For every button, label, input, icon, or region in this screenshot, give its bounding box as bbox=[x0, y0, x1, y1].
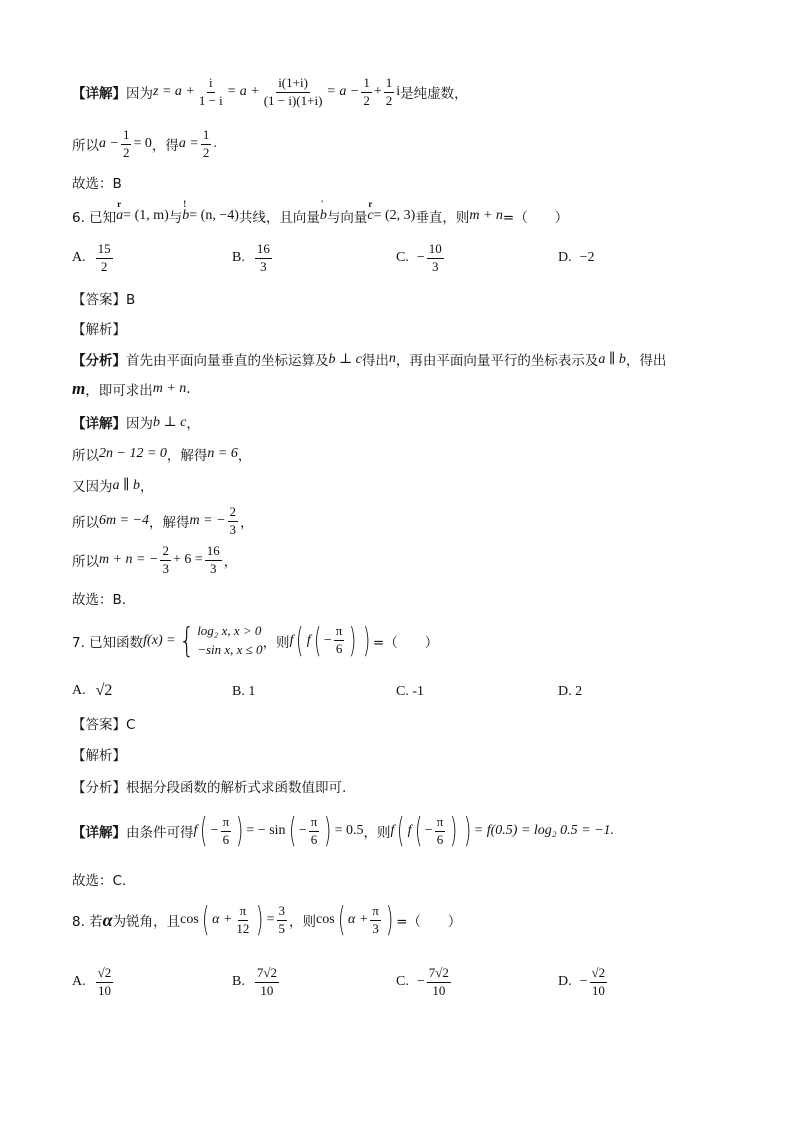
eq-part: = (n, −4) bbox=[189, 208, 239, 223]
minus: − bbox=[323, 632, 332, 648]
formula: 2n − 12 = 0 bbox=[99, 446, 167, 461]
vector-b: ! b bbox=[182, 199, 190, 223]
eq-part: = (1, m) bbox=[123, 208, 169, 223]
blank-paren: =（ ） bbox=[396, 914, 462, 930]
fenxi-tag: 【分析】 bbox=[72, 353, 126, 369]
q6-option-b: B. $\frac{16}{3}$ bbox=[232, 241, 270, 274]
alpha: α bbox=[102, 909, 113, 930]
fraction: $\frac{\pi}{6}$ bbox=[222, 813, 230, 847]
fenxi-text: ，再由平面向量平行的坐标表示及 bbox=[395, 353, 599, 369]
so-text: 所以 bbox=[72, 515, 99, 532]
stem-text: 8. 若 bbox=[72, 914, 103, 930]
q5-so-line bbox=[72, 128, 217, 161]
formula: m + n = − bbox=[99, 552, 159, 568]
q5-answer-line: 故选：B bbox=[72, 176, 122, 192]
fraction: $\frac{\pi}{3}$ bbox=[372, 902, 379, 936]
q8-option-b: B. $\frac{7√2}{10}$ bbox=[232, 965, 277, 998]
formula: = − sin bbox=[246, 823, 286, 838]
q6-option-a: A. $\frac{15}{2}$ bbox=[72, 241, 111, 274]
q6-step-line bbox=[72, 444, 251, 464]
q7-option-b: B. 1 bbox=[232, 684, 256, 699]
q7-option-c: C. -1 bbox=[396, 684, 424, 699]
q7-analysis: 【解析】 bbox=[72, 748, 126, 764]
fraction: $\frac{2}{3}$ bbox=[162, 543, 169, 576]
vector-c: r c bbox=[367, 199, 374, 223]
formula: f bbox=[407, 823, 412, 838]
fraction: $\frac{16}{3}$ bbox=[206, 543, 220, 576]
q7-answer: 【答案】C bbox=[72, 717, 136, 733]
stem-text: 共线，且向量 bbox=[238, 210, 320, 226]
solve-text: ，解得 bbox=[149, 515, 190, 532]
q6-fenxi-line2 bbox=[72, 379, 191, 399]
formula: n = 6 bbox=[207, 446, 238, 461]
so-text: 所以 bbox=[72, 554, 99, 571]
comma: ， bbox=[223, 554, 238, 571]
fraction: $\frac{3}{5}$ bbox=[278, 902, 286, 936]
vector-b: ' b bbox=[319, 199, 327, 223]
formula: α + bbox=[347, 912, 369, 927]
q7-detail-line: 【详解】 由条件可得 f ( − $\frac{\pi}{6}$ ) = − sin ( − $\frac{\pi}{6}$ ) = 0.5 ，则 f ( f ( − $\frac{\pi}{6}$ ) ) = f(0.5) = log₂ 0.5 = −1. bbox=[72, 811, 615, 851]
eq-part: = (2, 3) bbox=[373, 208, 416, 223]
fenxi-text: 首先由平面向量垂直的坐标运算及 bbox=[126, 353, 329, 369]
formula: f bbox=[193, 823, 198, 838]
fraction: $\frac{\pi}{12}$ bbox=[236, 902, 250, 936]
q6-step-line bbox=[72, 544, 237, 577]
detail-text: 由条件可得 bbox=[126, 825, 194, 841]
q6-detail-line bbox=[72, 412, 200, 432]
blank-paren: =（ ） bbox=[502, 210, 569, 226]
cos-func: cos bbox=[316, 912, 335, 927]
formula: 6m = −4 bbox=[99, 513, 150, 529]
cos-func: cos bbox=[180, 912, 199, 927]
q8-stem: 8. 若 α 为锐角，且 cos ( α + $\frac{\pi}{12}$ ) = $\frac{3}{5}$ ，则 cos ( α + $\frac{\pi}{3}$ ) =（ ） bbox=[72, 900, 462, 940]
formula: m + n bbox=[152, 381, 187, 396]
plus-sign: + bbox=[373, 84, 382, 100]
formula: m = − bbox=[189, 513, 226, 529]
formula: α + bbox=[212, 912, 233, 927]
fraction: $\frac{1}{2}$ bbox=[202, 127, 210, 160]
stem-text: 为锐角，且 bbox=[112, 914, 181, 930]
comma: ， bbox=[240, 515, 254, 532]
eq-part: = 0 bbox=[133, 136, 152, 152]
formula: f(x) = bbox=[143, 632, 176, 648]
fraction: $\frac{1}{2}$ bbox=[363, 75, 370, 108]
imag-unit: i bbox=[396, 84, 401, 100]
fenxi-text: 得出 bbox=[361, 353, 389, 369]
get-text: ，得 bbox=[151, 138, 179, 155]
q6-analysis: 【解析】 bbox=[72, 322, 126, 338]
detail-text: 因为 bbox=[126, 416, 153, 432]
q7-option-d: D. 2 bbox=[558, 684, 583, 699]
fraction: $\frac{\pi}{6}$ bbox=[310, 813, 318, 847]
so-text: 所以 bbox=[72, 138, 99, 155]
q8-option-c: C. − $\frac{7√2}{10}$ bbox=[396, 965, 449, 998]
detail-tag: 【详解】 bbox=[72, 416, 126, 432]
q6-answer-line: 故选：B. bbox=[72, 592, 127, 608]
then-text: ，则 bbox=[363, 825, 391, 841]
fraction: $\frac{1}{2}$ bbox=[122, 127, 130, 160]
eq-part: a − bbox=[99, 136, 119, 152]
stem-text: 7. 已知函数 bbox=[72, 634, 144, 651]
stem-text: 与向量 bbox=[326, 210, 368, 226]
formula: b ⊥ c bbox=[153, 414, 187, 430]
then-text: ，则 bbox=[289, 914, 317, 930]
period: . bbox=[213, 136, 217, 152]
equals: = bbox=[266, 912, 275, 927]
formula: b ⊥ c bbox=[328, 351, 362, 367]
q6-step-line bbox=[72, 505, 254, 538]
formula: = f(0.5) = log₂ 0.5 = −1. bbox=[473, 823, 615, 838]
because-text: 因为 bbox=[126, 86, 153, 103]
eq-part: z = a + bbox=[153, 84, 195, 100]
formula: f bbox=[390, 823, 395, 838]
q6-step-line bbox=[72, 475, 153, 495]
q7-stem: 7. 已知函数 f(x) = { log₂ x, x > 0 −sin x, x ≤ 0 ，则 f ( f ( − $\frac{\pi}{6}$ ) ) =（ ） bbox=[72, 620, 439, 661]
vector-a: r a bbox=[116, 199, 124, 223]
stem-text: 6. 已知 bbox=[72, 210, 117, 226]
q5-detail-line bbox=[72, 76, 468, 109]
then-text: ，则 bbox=[262, 634, 290, 651]
fenxi-text: ，得出 bbox=[625, 353, 667, 369]
detail-tag: 【详解】 bbox=[72, 825, 126, 841]
formula: f bbox=[306, 632, 311, 648]
fraction: $\frac{\pi}{6}$ bbox=[335, 623, 343, 657]
fenxi-text: . bbox=[186, 381, 191, 397]
q7-option-a: A. √2 bbox=[72, 682, 113, 699]
solve-text: ，解得 bbox=[166, 448, 208, 464]
fraction: $\frac{2}{3}$ bbox=[229, 504, 237, 537]
eq-part: = a − bbox=[326, 84, 360, 100]
eq-part: m + n bbox=[469, 208, 503, 223]
var-n: n bbox=[388, 351, 396, 366]
also-text: 又因为 bbox=[72, 479, 113, 495]
blank-paren: =（ ） bbox=[372, 634, 439, 651]
stem-text: 垂直，则 bbox=[415, 210, 470, 226]
q8-option-d: D. − $\frac{√2}{10}$ bbox=[558, 965, 606, 998]
left-brace: { bbox=[178, 620, 194, 661]
q6-option-d: D. −2 bbox=[558, 250, 595, 265]
q7-fenxi: 【分析】根据分段函数的解析式求函数值即可. bbox=[72, 780, 347, 796]
formula: f bbox=[289, 632, 294, 648]
q6-fenxi-line1 bbox=[72, 349, 666, 369]
var-m: m bbox=[72, 379, 86, 398]
fraction: $\frac{i(1+i)}{(1 - i)(1+i)}$ bbox=[263, 75, 323, 108]
piecewise-cases: log₂ x, x > 0 −sin x, x ≤ 0 bbox=[197, 623, 263, 657]
eq-part: = a + bbox=[226, 84, 260, 100]
q8-option-a: A. $\frac{√2}{10}$ bbox=[72, 965, 112, 998]
q6-answer: 【答案】B bbox=[72, 292, 136, 308]
fraction: $\frac{1}{2}$ bbox=[385, 75, 393, 108]
with-text: 与 bbox=[168, 210, 183, 226]
fraction: $\frac{\pi}{6}$ bbox=[436, 813, 444, 847]
comma: ， bbox=[237, 448, 252, 464]
pure-imag-text: 是纯虚数， bbox=[400, 86, 468, 103]
q6-option-c: C. − $\frac{10}{3}$ bbox=[396, 241, 442, 274]
fraction: $\frac{i}{1 - i}$ bbox=[198, 75, 223, 108]
formula: a ∥ b bbox=[598, 351, 626, 367]
q6-stem bbox=[72, 199, 569, 226]
fenxi-text: ，即可求出 bbox=[85, 383, 153, 399]
detail-text: ， bbox=[186, 416, 200, 432]
so-text: 所以 bbox=[72, 448, 99, 464]
comma: ， bbox=[139, 479, 154, 495]
eq-part: a = bbox=[178, 136, 199, 152]
formula: a ∥ b bbox=[112, 477, 140, 493]
detail-tag: 【详解】 bbox=[72, 86, 126, 103]
formula: + 6 = bbox=[172, 552, 203, 568]
formula: = 0.5 bbox=[334, 823, 364, 838]
q7-answer-line: 故选：C. bbox=[72, 873, 127, 889]
